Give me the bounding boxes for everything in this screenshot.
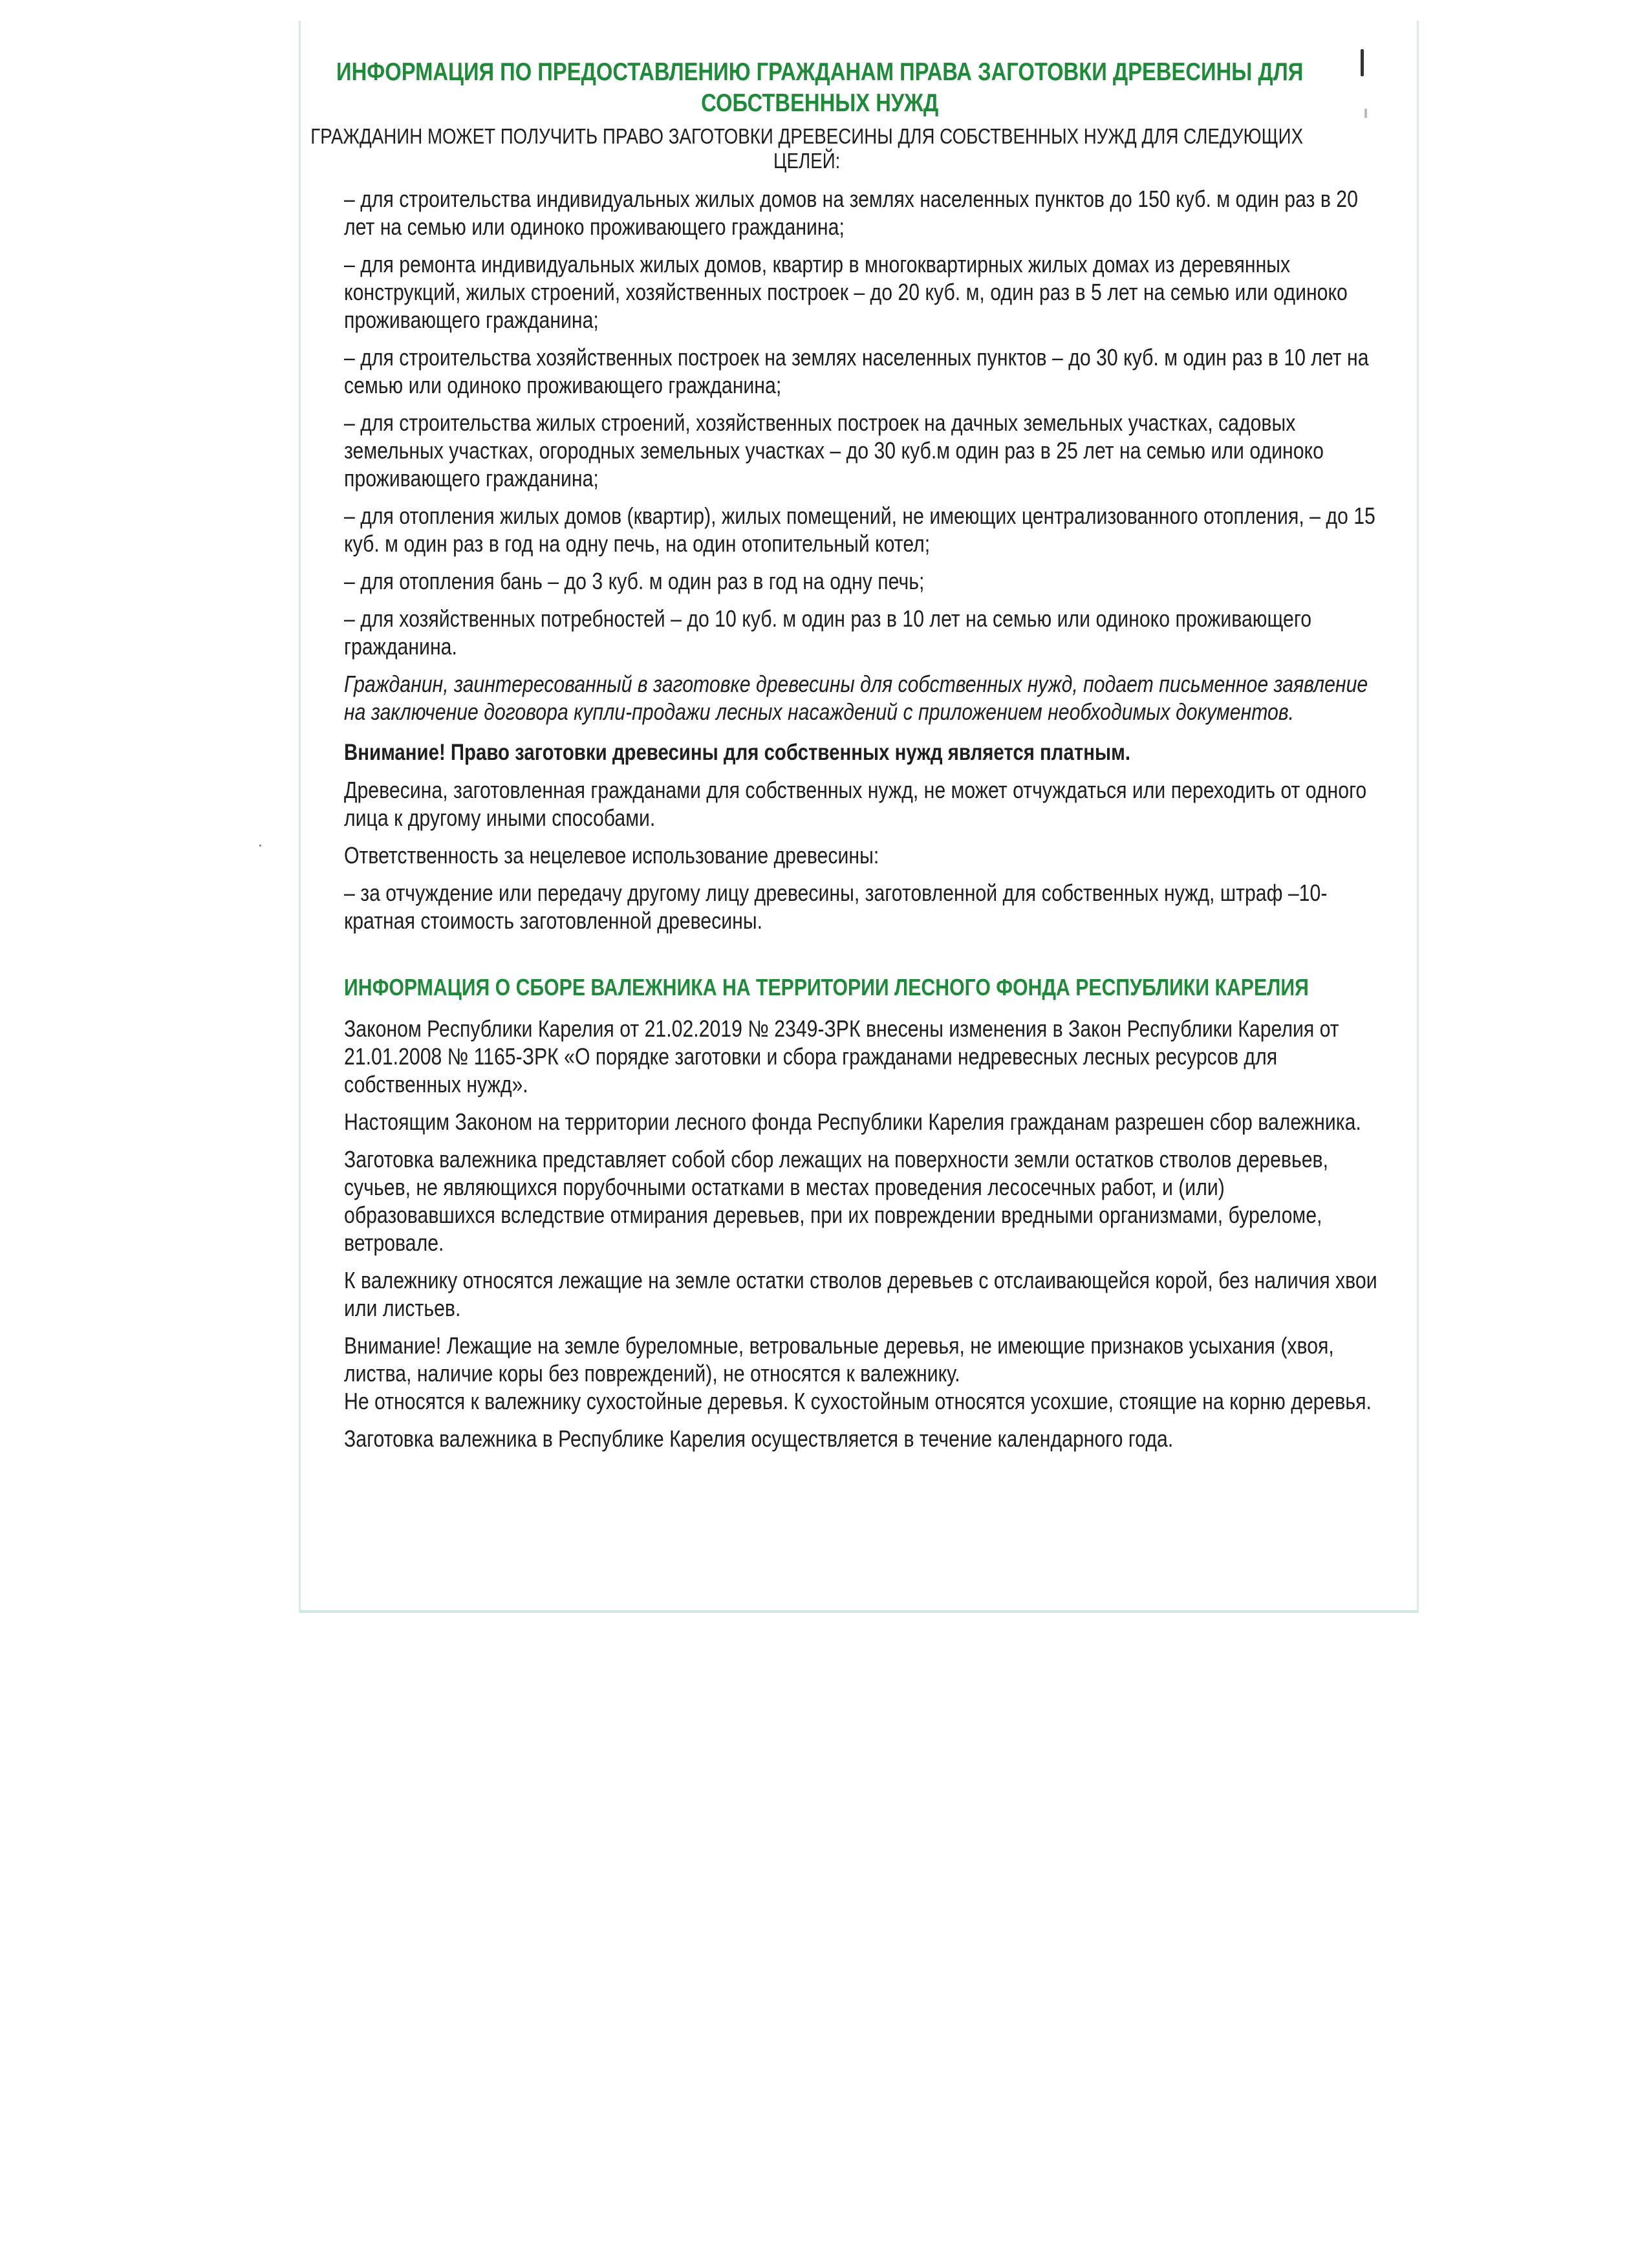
document-title: ИНФОРМАЦИЯ ПО ПРЕДОСТАВЛЕНИЮ ГРАЖДАНАМ ПРАВА ЗАГОТОВКИ ДРЕВЕСИНЫ ДЛЯ СОБСТВЕННЫХ НУЖД (336, 58, 1304, 117)
application-note: Гражданин, заинтересованный в заготовке древесины для собственных нужд, подает письменное заявление на заключение договора купли-продажи лесных насаждений с приложением необходимых документов. (344, 671, 1368, 725)
alienation-note: Древесина, заготовленная гражданами для собственных нужд, не может отчуждаться или переходить от одного лица к другому иными способами. (344, 777, 1367, 831)
document-body (310, 57, 1379, 1462)
section2-definition: Заготовка валежника представляет собой сбор лежащих на поверхности земли остатков стволов деревьев, сучьев, не являющихся порубочными остатками в местах проведения лесосечных работ, и (или) образовавшихся вследствие отмирания деревьев, при их повреждении вредными организмами, буреломе, ветровале. (344, 1146, 1329, 1256)
section2-attention-1: Внимание! Лежащие на земле буреломные, ветровальные деревья, не имеющие признаков усыхания (хвоя, листва, наличие коры без повреждений), не относятся к валежнику. (344, 1332, 1334, 1387)
section2-period: Заготовка валежника в Республике Карелия осуществляется в течение календарного года. (344, 1425, 1174, 1452)
purpose-item: – для строительства индивидуальных жилых домов на землях населенных пунктов до 150 куб. м один раз в 20 лет на семью или одиноко проживающего гражданина; (344, 186, 1358, 240)
liability-heading: Ответственность за нецелевое использование древесины: (344, 842, 879, 869)
purpose-item: – для строительства хозяйственных построек на землях населенных пунктов – до 30 куб. м один раз в 10 лет на семью или одиноко проживающего гражданина; (344, 344, 1369, 398)
section2-title: ИНФОРМАЦИЯ О СБОРЕ ВАЛЕЖНИКА НА ТЕРРИТОРИИ ЛЕСНОГО ФОНДА РЕСПУБЛИКИ КАРЕЛИЯ (344, 974, 1309, 1000)
attention-paid: Внимание! Право заготовки древесины для собственных нужд является платным. (344, 740, 1131, 765)
purposes-intro: ГРАЖДАНИН МОЖЕТ ПОЛУЧИТЬ ПРАВО ЗАГОТОВКИ ДРЕВЕСИНЫ ДЛЯ СОБСТВЕННЫХ НУЖД ДЛЯ СЛЕДУЮЩИХ ЦЕЛЕЙ: (310, 124, 1304, 173)
purpose-item: – для отопления жилых домов (квартир), жилых помещений, не имеющих централизованного отопления, – до 15 куб. м один раз в год на одну печь, на один отопительный котел; (344, 502, 1375, 557)
section2-includes: К валежнику относятся лежащие на земле остатки стволов деревьев с отслаивающейся корой, без наличия хвои или листьев. (344, 1267, 1377, 1321)
section2-law: Законом Республики Карелия от 21.02.2019 № 2349-ЗРК внесены изменения в Закон Республики Карелия от 21.01.2008 № 1165-ЗРК «О порядке заготовки и сбора гражданами недревесных лесных ресурсов для собственных нужд». (344, 1015, 1339, 1097)
liability-item: – за отчуждение или передачу другому лицу древесины, заготовленной для собственных нужд, штраф –10-кратная стоимость заготовленной древесины. (344, 880, 1328, 934)
purpose-item: – для ремонта индивидуальных жилых домов, квартир в многоквартирных жилых домах из деревянных конструкций, жилых строений, хозяйственных построек – до 20 куб. м, один раз в 5 лет на семью или одиноко проживающего гражданина; (344, 251, 1348, 333)
section2-permission: Настоящим Законом на территории лесного фонда Республики Карелия гражданам разрешен сбор валежника. (344, 1108, 1361, 1135)
purpose-item: – для строительства жилых строений, хозяйственных построек на дачных земельных участках, садовых земельных участках, огородных земельных участках – до 30 куб.м один раз в 25 лет на семью или одиноко проживающего гражданина; (344, 409, 1324, 491)
purpose-item: – для хозяйственных потребностей – до 10 куб. м один раз в 10 лет на семью или одиноко проживающего гражданина. (344, 605, 1312, 660)
purpose-item: – для отопления бань – до 3 куб. м один раз в год на одну печь; (344, 568, 925, 594)
scan-speck (259, 845, 261, 847)
section2-attention-2: Не относятся к валежнику сухостойные деревья. К сухостойным относятся усохшие, стоящие на корню деревья. (344, 1388, 1372, 1414)
